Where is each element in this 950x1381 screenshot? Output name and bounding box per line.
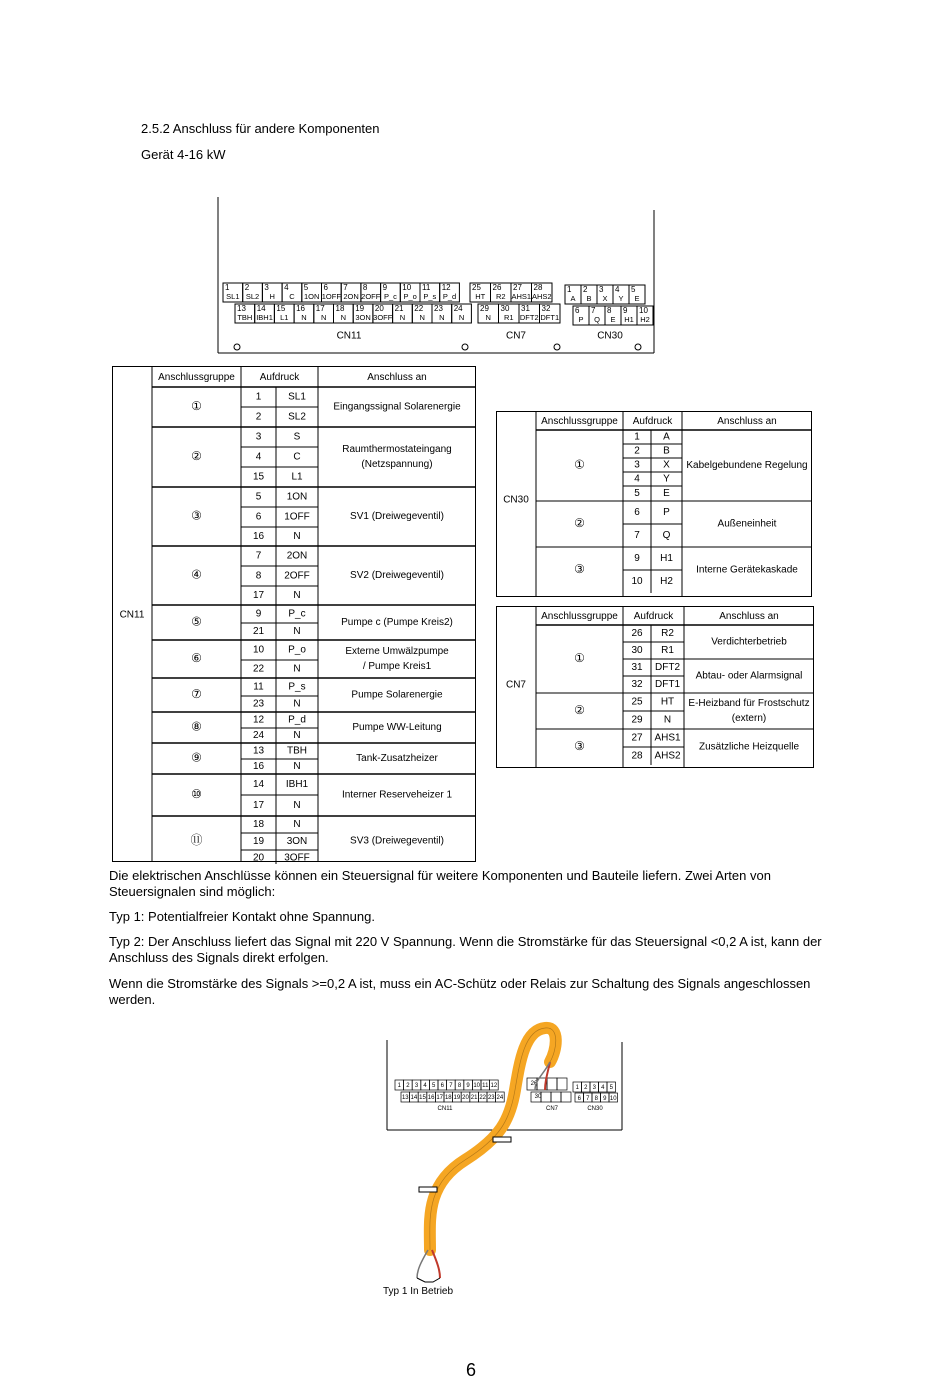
group-number: ①	[191, 399, 202, 414]
terminal-label: N	[301, 312, 307, 322]
group-number: ⑨	[191, 750, 202, 765]
fig2-terminal-number: 2	[584, 1085, 588, 1091]
cn11-table	[112, 366, 480, 864]
fig2-terminal-number: 1	[575, 1085, 579, 1091]
terminal-label: A	[570, 293, 576, 303]
terminal-print: N	[293, 590, 301, 602]
terminal-number: 21	[394, 304, 404, 314]
terminal-print: Q	[662, 530, 671, 542]
paragraph-1: Die elektrischen Anschlüsse können ein Steuersignal für weitere Komponenten und Bauteile liefern. Zwei Arten von Steuersignalen sind möglich:	[109, 868, 771, 899]
terminal-number: 32	[631, 679, 643, 691]
terminal-label: P_s	[423, 291, 437, 301]
terminal-label: AHS2	[531, 291, 552, 301]
terminal-print: R1	[661, 645, 674, 657]
terminal-number: 18	[252, 819, 265, 831]
connection-target: Interne Gerätekaskade	[696, 564, 798, 576]
terminal-label: C	[289, 291, 295, 301]
terminal-number: 18	[335, 304, 345, 314]
group-number: ②	[574, 516, 585, 531]
fig2-terminal-number: 22	[479, 1095, 487, 1101]
terminal-number: 27	[631, 732, 643, 744]
cable-clip-2	[419, 1187, 437, 1192]
terminal-print: Y	[663, 473, 670, 485]
group-number: ⑧	[191, 719, 202, 734]
terminal-number: 2	[634, 445, 640, 457]
terminal-number: 5	[634, 488, 640, 500]
terminal-print: P	[663, 507, 670, 519]
terminal-print: R2	[661, 628, 674, 640]
contact-symbol	[417, 1278, 440, 1282]
terminal-label: H	[269, 291, 275, 301]
fig2-terminal-number: 6	[577, 1096, 581, 1102]
terminal-number: 23	[252, 698, 265, 710]
section-title: 2.5.2 Anschluss für andere Komponenten	[141, 121, 380, 136]
terminal-print: A	[663, 431, 670, 443]
terminal-number: 2	[255, 411, 262, 423]
terminal-number: 5	[255, 491, 262, 503]
terminal-number: 6	[255, 511, 262, 523]
terminal-number: 10	[631, 576, 643, 588]
terminal-print: P_c	[288, 608, 306, 620]
terminal-number: 23	[434, 304, 443, 314]
terminal-label: 2OFF	[361, 291, 381, 301]
group-number: ⑦	[191, 687, 202, 702]
terminal-number: 11	[253, 681, 264, 693]
fig2-cn7-label: CN7	[545, 1106, 559, 1112]
fig2-terminal-number: 18	[444, 1095, 452, 1101]
terminal-number: 17	[252, 590, 265, 602]
terminal-label: N	[320, 312, 327, 322]
connection-target: (extern)	[731, 713, 767, 725]
fig2-terminal-number: 3	[592, 1085, 596, 1091]
terminal-label: 3OFF	[373, 312, 393, 322]
terminal-print: N	[293, 531, 301, 543]
terminal-number: 21	[252, 626, 265, 638]
fig2-terminal-number: 3	[414, 1083, 419, 1089]
connection-target: Pumpe Solarenergie	[351, 689, 443, 701]
terminal-print: N	[293, 626, 301, 638]
fig2-terminal-number: 19	[453, 1095, 461, 1101]
fig2-terminal-number: 9	[603, 1096, 607, 1102]
terminal-print: AHS2	[654, 750, 681, 762]
terminal-number: 9	[623, 306, 628, 316]
mounting-hole	[635, 344, 641, 350]
terminal-print: SL1	[288, 391, 306, 403]
terminal-label: E	[634, 293, 640, 303]
terminal-label: B	[586, 293, 592, 303]
terminal-label: L1	[280, 312, 289, 322]
group-number: ②	[191, 449, 202, 464]
terminal-print: N	[293, 663, 301, 675]
terminal-number: 8	[607, 306, 612, 316]
terminal-label: P_c	[383, 291, 397, 301]
fig2-cn30-label: CN30	[587, 1106, 603, 1112]
connector-label: CN7	[505, 679, 527, 691]
terminal-number: 10	[402, 283, 412, 293]
fig2-terminal-number: 2	[406, 1083, 410, 1089]
terminal-label: AHS1	[511, 291, 532, 301]
terminal-label: 1OFF	[321, 291, 341, 301]
fig2-terminal-number: 17	[436, 1095, 444, 1101]
connection-target: Tank-Zusatzheizer	[356, 753, 438, 765]
terminal-print: 2OFF	[284, 570, 310, 582]
fig2-terminal-number: 14	[410, 1095, 418, 1101]
terminal-label: P_o	[403, 291, 417, 301]
paragraph-4: Wenn die Stromstärke des Signals >=0,2 A ist, muss ein AC-Schütz oder Relais zur Schaltung des Signals angeschlossen werden.	[109, 976, 811, 1007]
column-header: Anschluss an	[719, 611, 779, 623]
fig2-terminal-number: 21	[470, 1095, 478, 1101]
cn30-board-label: CN30	[597, 330, 623, 342]
fig2-cn7-num-26: 26	[530, 1081, 538, 1087]
cable-clip-1	[493, 1137, 511, 1142]
terminal-label: N	[399, 312, 406, 322]
terminal-number: 4	[615, 285, 620, 295]
terminal-print: C	[293, 451, 301, 463]
terminal-print: H1	[660, 553, 673, 565]
group-number: ⑩	[191, 787, 202, 802]
group-number: ③	[191, 508, 202, 523]
terminal-label: E	[610, 314, 616, 324]
group-number: ①	[574, 457, 585, 472]
column-header: Anschlussgruppe	[541, 416, 618, 428]
terminal-number: 22	[414, 304, 424, 314]
terminal-number: 12	[441, 283, 451, 293]
connection-target: Abtau- oder Alarmsignal	[695, 670, 803, 682]
terminal-label: SL1	[226, 291, 240, 301]
terminal-number: 31	[631, 662, 643, 674]
column-header: Aufdruck	[259, 372, 300, 384]
terminal-label: IBH1	[256, 312, 273, 322]
terminal-number: 30	[631, 645, 643, 657]
terminal-print: H2	[660, 576, 673, 588]
terminal-number: 7	[343, 283, 348, 293]
mounting-hole	[554, 344, 560, 350]
terminal-number: 15	[276, 304, 286, 314]
group-number: ③	[574, 562, 585, 577]
terminal-number: 4	[255, 451, 262, 463]
fig2-cn11-label: CN11	[437, 1106, 453, 1112]
fig2-terminal-number: 5	[432, 1083, 436, 1089]
column-header: Anschlussgruppe	[541, 611, 618, 623]
group-number: ②	[574, 703, 585, 718]
terminal-print: AHS1	[654, 732, 681, 744]
group-number: ⑤	[191, 614, 202, 629]
terminal-print: TBH	[287, 745, 307, 757]
terminal-print: S	[293, 431, 301, 443]
wire-red-bottom	[432, 1250, 440, 1278]
connection-target: Außeneinheit	[717, 518, 777, 530]
cn30-table	[496, 411, 816, 599]
connection-target: Externe Umwälzpumpe	[345, 646, 449, 658]
terminal-number: 26	[492, 283, 502, 293]
terminal-print: SL2	[288, 411, 306, 423]
connection-target: Raumthermostateingang	[342, 444, 452, 456]
page-number: 6	[466, 1360, 477, 1380]
terminal-print: DFT1	[655, 679, 680, 691]
group-number: ④	[191, 567, 202, 582]
connection-target: SV1 (Dreiwegeventil)	[350, 511, 444, 523]
terminal-number: 2	[583, 285, 588, 295]
fig2-terminal-number: 9	[466, 1083, 470, 1089]
terminal-number: 3	[599, 285, 604, 295]
terminal-label: R1	[503, 312, 514, 322]
terminal-number: 2	[244, 283, 250, 293]
column-header: Anschluss an	[367, 372, 427, 384]
terminal-number: 25	[631, 696, 643, 708]
terminal-number: 7	[591, 306, 596, 316]
terminal-number: 25	[472, 283, 481, 293]
fig2-terminal-number: 24	[496, 1095, 504, 1101]
terminal-print: L1	[291, 471, 303, 483]
terminal-number: 13	[252, 745, 265, 757]
fig2-terminal-number: 8	[457, 1083, 462, 1089]
fig2-terminal-number: 6	[440, 1083, 444, 1089]
terminal-print: IBH1	[285, 779, 309, 791]
connection-target: SV2 (Dreiwegeventil)	[350, 570, 444, 582]
terminal-print: X	[663, 459, 670, 471]
terminal-number: 24	[453, 304, 463, 314]
terminal-label: N	[458, 312, 465, 322]
fig2-cn7-num-30: 30	[534, 1094, 542, 1100]
group-number: ⑥	[191, 651, 202, 666]
terminal-label: SL2	[245, 291, 260, 301]
terminal-print: 3ON	[286, 836, 308, 848]
wire-grey-bottom	[417, 1250, 428, 1278]
terminal-number: 8	[362, 283, 368, 293]
terminal-number: 1	[567, 285, 572, 295]
terminal-print: 2ON	[286, 550, 308, 562]
fig2-cn7-cell	[561, 1092, 571, 1102]
terminal-number: 10	[252, 644, 265, 656]
terminal-print: P_o	[288, 644, 306, 656]
fig2-cn30-block	[573, 1082, 618, 1102]
terminal-number: 7	[255, 550, 262, 562]
terminal-number: 9	[634, 553, 640, 565]
terminal-number: 3	[634, 459, 640, 471]
terminal-label: HT	[475, 291, 486, 301]
terminal-number: 28	[631, 750, 643, 762]
terminal-number: 10	[639, 306, 648, 316]
column-header: Aufdruck	[632, 416, 673, 428]
paragraph-3: Typ 2: Der Anschluss liefert das Signal mit 220 V Spannung. Wenn die Stromstärke für das Steuersignal <0,2 A ist, kann der Anschluss des Signals direkt erfolgen.	[109, 934, 822, 965]
connection-target: E-Heizband für Frostschutz	[688, 698, 810, 710]
terminal-number: 6	[323, 283, 328, 293]
fig2-terminal-number: 4	[423, 1083, 427, 1089]
terminal-number: 1	[634, 431, 640, 443]
fig2-terminal-number: 4	[601, 1085, 605, 1091]
fig2-terminal-number: 20	[462, 1095, 469, 1101]
terminal-print: N	[293, 698, 301, 710]
terminal-number: 14	[252, 779, 265, 791]
terminal-number: 29	[631, 714, 643, 726]
terminal-print: 3OFF	[284, 852, 310, 864]
fig2-terminal-number: 5	[609, 1085, 613, 1091]
terminal-number: 5	[303, 283, 309, 293]
terminal-label: DFT1	[540, 312, 560, 322]
terminal-label: N	[419, 312, 425, 322]
terminal-label: 3ON	[355, 312, 371, 322]
terminal-number: 7	[634, 530, 640, 542]
cn11-board-label: CN11	[336, 330, 362, 342]
terminal-number: 15	[252, 471, 265, 483]
mounting-hole	[234, 344, 240, 350]
connection-target: (Netzspannung)	[361, 459, 433, 471]
terminal-number: 26	[631, 628, 643, 640]
figure2-caption: Typ 1 In Betrieb	[383, 1286, 454, 1297]
terminal-print: N	[293, 819, 301, 831]
terminal-print: N	[293, 761, 301, 773]
connection-target: / Pumpe Kreis1	[362, 661, 432, 673]
connector-label: CN11	[119, 609, 145, 621]
terminal-number: 28	[533, 283, 543, 293]
terminal-print: P_s	[288, 681, 306, 693]
terminal-print: E	[663, 488, 670, 500]
terminal-print: N	[663, 714, 672, 726]
terminal-number: 5	[631, 285, 636, 295]
terminal-print: P_d	[288, 714, 306, 726]
terminal-number: 12	[252, 714, 265, 726]
terminal-label: Y	[618, 293, 624, 303]
paragraph-2: Typ 1: Potentialfreier Kontakt ohne Spannung.	[109, 909, 375, 924]
terminal-label: TBH	[237, 312, 253, 322]
terminal-label: P_d	[442, 291, 457, 301]
terminal-number: 20	[252, 852, 265, 864]
terminal-label: X	[602, 293, 608, 303]
fig2-terminal-number: 7	[449, 1083, 453, 1089]
terminal-print: 1ON	[286, 491, 308, 503]
fig2-terminal-number: 10	[609, 1096, 617, 1102]
terminal-number: 3	[264, 283, 269, 293]
terminal-number: 20	[374, 304, 384, 314]
terminal-number: 19	[252, 836, 265, 848]
fig2-cn7-cell	[557, 1078, 567, 1090]
fig2-cn7-cell	[541, 1092, 551, 1102]
terminal-number: 17	[315, 304, 325, 314]
terminal-number: 27	[513, 283, 522, 293]
terminal-number: 31	[521, 304, 530, 314]
fig2-terminal-number: 23	[487, 1095, 495, 1101]
terminal-number: 17	[252, 800, 265, 812]
terminal-number: 14	[256, 304, 266, 314]
terminal-print: 1OFF	[284, 511, 310, 523]
terminal-label: DFT2	[519, 312, 539, 322]
terminal-label: N	[485, 312, 491, 322]
terminal-number: 4	[634, 473, 640, 485]
terminal-number: 24	[252, 730, 265, 742]
fig2-cn7-cell	[551, 1092, 561, 1102]
fig2-terminal-number: 15	[419, 1095, 426, 1101]
fig2-terminal-number: 11	[482, 1083, 489, 1089]
terminal-number: 11	[422, 283, 431, 293]
connection-target: Zusätzliche Heizquelle	[698, 741, 800, 753]
terminal-number: 13	[237, 304, 246, 314]
terminal-number: 8	[255, 570, 262, 582]
cn7-table	[496, 606, 818, 770]
terminal-number: 22	[252, 663, 265, 675]
terminal-label: N	[340, 312, 347, 322]
connector-label: CN30	[503, 494, 529, 506]
terminal-number: 32	[541, 304, 551, 314]
terminal-number: 16	[252, 761, 265, 773]
terminal-number: 1	[225, 283, 230, 293]
terminal-label: Q	[594, 314, 600, 324]
terminal-number: 30	[500, 304, 510, 314]
terminal-number: 1	[255, 391, 262, 403]
terminal-print: HT	[660, 696, 675, 708]
fig2-terminal-number: 1	[397, 1083, 401, 1089]
connection-target: Pumpe c (Pumpe Kreis2)	[341, 617, 453, 629]
column-header: Aufdruck	[633, 611, 674, 623]
column-header: Anschlussgruppe	[158, 372, 235, 384]
group-number: ⑪	[190, 833, 203, 848]
terminal-print: N	[293, 800, 301, 812]
fig2-cn11-block	[395, 1080, 504, 1102]
terminal-label: 2ON	[343, 291, 359, 301]
terminal-label: 1ON	[303, 291, 320, 301]
fig2-terminal-number: 13	[401, 1095, 409, 1101]
subtitle: Gerät 4-16 kW	[141, 147, 226, 162]
terminal-number: 9	[255, 608, 262, 620]
connection-target: Eingangssignal Solarenergie	[333, 401, 461, 413]
fig2-terminal-number: 7	[586, 1096, 590, 1102]
terminal-number: 19	[355, 304, 365, 314]
terminal-number: 16	[296, 304, 306, 314]
terminal-number: 6	[575, 306, 580, 316]
fig2-terminal-number: 10	[473, 1083, 481, 1089]
terminal-number: 6	[634, 507, 640, 519]
terminal-number: 9	[382, 283, 388, 293]
connection-target: Kabelgebundene Regelung	[686, 460, 808, 472]
terminal-board-diagram	[215, 195, 660, 360]
group-number: ③	[574, 739, 585, 754]
terminal-print: N	[293, 730, 301, 742]
terminal-label: H1	[624, 314, 634, 324]
terminal-print: DFT2	[655, 662, 680, 674]
connection-target: Pumpe WW-Leitung	[352, 722, 442, 734]
connection-target: Verdichterbetrieb	[711, 636, 787, 648]
fig2-terminal-number: 12	[490, 1083, 498, 1089]
terminal-label: N	[439, 312, 445, 322]
column-header: Anschluss an	[717, 416, 777, 428]
terminal-print: B	[663, 445, 670, 457]
typ1-wiring-figure	[385, 1020, 630, 1285]
group-number: ①	[574, 651, 585, 666]
fig2-cn7-cell	[547, 1078, 557, 1090]
terminal-number: 4	[284, 283, 289, 293]
terminal-number: 29	[480, 304, 489, 314]
mounting-hole	[462, 344, 468, 350]
fig2-terminal-number: 16	[427, 1095, 435, 1101]
terminal-label: H2	[640, 314, 650, 324]
connection-target: Interner Reserveheizer 1	[341, 789, 453, 801]
terminal-label: P	[578, 314, 584, 324]
terminal-number: 16	[252, 531, 265, 543]
connection-target: SV3 (Dreiwegeventil)	[350, 835, 444, 847]
terminal-label: R2	[495, 291, 506, 301]
terminal-number: 3	[255, 431, 262, 443]
fig2-terminal-number: 8	[594, 1096, 598, 1102]
cn7-board-label: CN7	[505, 330, 527, 342]
